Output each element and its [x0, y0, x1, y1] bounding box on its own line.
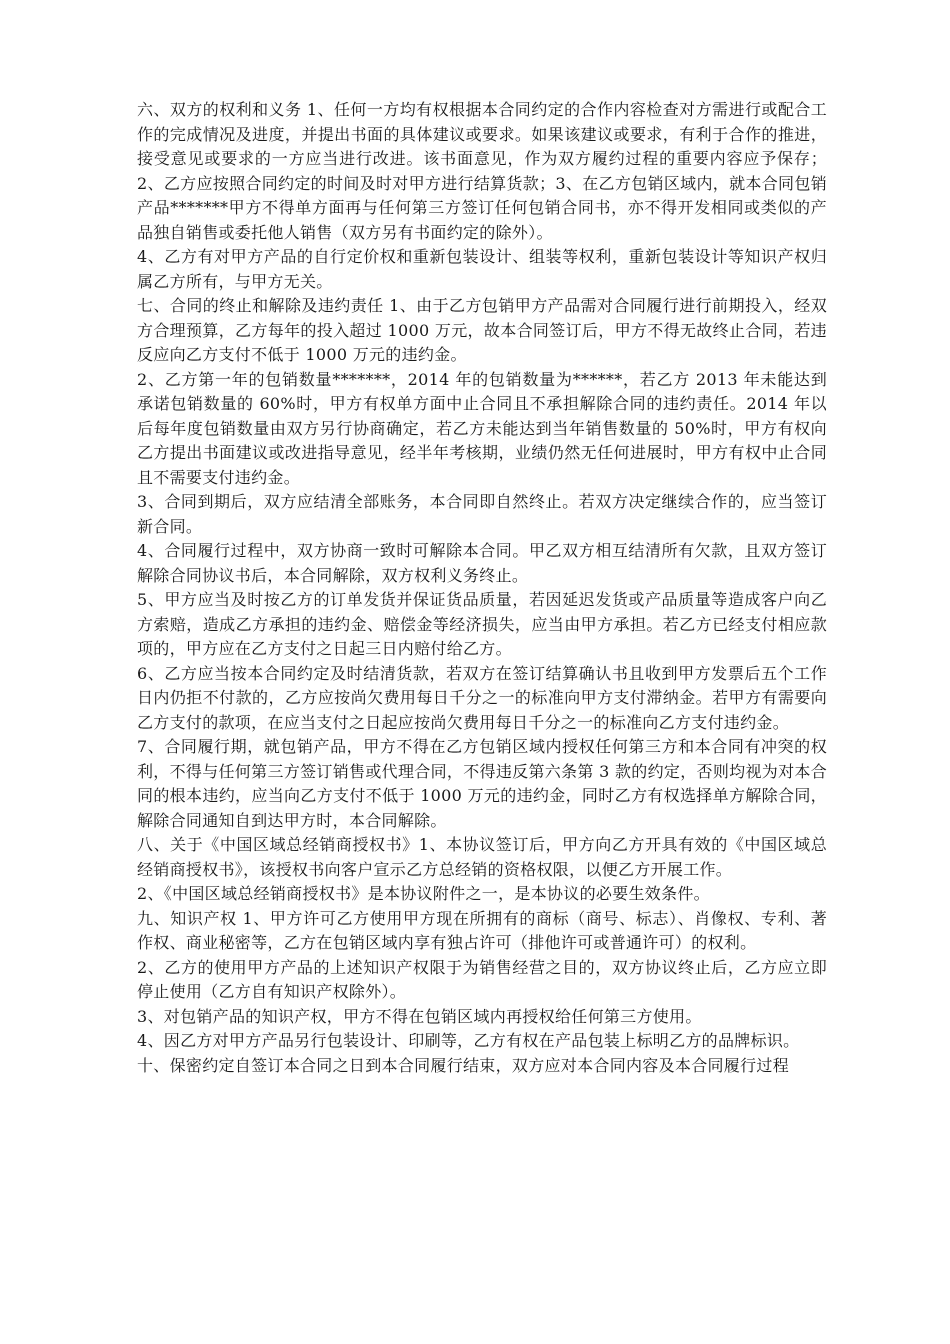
paragraph-article-8-item-2: 2、《中国区域总经销商授权书》是本协议附件之一，是本协议的必要生效条件。	[137, 884, 710, 903]
paragraph-article-9-item-3: 3、对包销产品的知识产权，甲方不得在包销区域内再授权给任何第三方使用。	[137, 1006, 702, 1026]
paragraph-article-9-item-4: 4、因乙方对甲方产品另行包装设计、印刷等，乙方有权在产品包装上标明乙方的品牌标识。	[137, 1031, 800, 1050]
paragraph-article-10: 十、保密约定自签订本合同之日到本合同履行结束，双方应对本合同内容及本合同履行过程	[137, 1055, 790, 1075]
paragraph-article-7-item-4: 4、合同履行过程中，双方协商一致时可解除本合同。甲乙双方相互结清所有欠款，且双方签订解除合同协议书后，本合同解除，双方权利义务终止。	[137, 541, 827, 585]
paragraph-article-6: 六、双方的权利和义务 1、任何一方均有权根据本合同约定的合作内容检查对方需进行或配合工作的完成情况及进度，并提出书面的具体建议或要求。如果该建议或要求，有利于合作的推进，接受意见或要求的一方应当进行改进。该书面意见，作为双方履约过程的重要内容应予保存；2、乙方应按照合同约定的时间及时对甲方进行结算货款；3、在乙方包销区域内，就本合同包销产品*******甲方不得单方面再与任何第三方签订任何包销合同书，亦不得开发相同或类似的产品独自销售或委托他人销售（双方另有书面约定的除外）。	[137, 100, 827, 242]
paragraph-article-8: 八、关于《中国区域总经销商授权书》1、本协议签订后，甲方向乙方开具有效的《中国区域总经销商授权书》，该授权书向客户宣示乙方总经销的资格权限，以便乙方开展工作。	[137, 835, 827, 879]
document-body	[137, 98, 827, 1078]
paragraph-article-7: 七、合同的终止和解除及违约责任 1、由于乙方包销甲方产品需对合同履行进行前期投入，经双方合理预算，乙方每年的投入超过 1000 万元，故本合同签订后，甲方不得无故终止合同，若违反应向乙方支付不低于 1000 万元的违约金。	[137, 296, 827, 364]
paragraph-article-7-item-6: 6、乙方应当按本合同约定及时结清货款，若双方在签订结算确认书且收到甲方发票后五个工作日内仍拒不付款的，乙方应按尚欠费用每日千分之一的标准向甲方支付滞纳金。若甲方有需要向乙方支付的款项，在应当支付之日起应按尚欠费用每日千分之一的标准向乙方支付违约金。	[137, 663, 827, 732]
paragraph-article-9-item-2: 2、乙方的使用甲方产品的上述知识产权限于为销售经营之目的，双方协议终止后，乙方应立即停止使用（乙方自有知识产权除外）。	[137, 957, 827, 1001]
paragraph-article-7-item-5: 5、甲方应当及时按乙方的订单发货并保证货品质量，若因延迟发货或产品质量等造成客户向乙方索赔，造成乙方承担的违约金、赔偿金等经济损失，应当由甲方承担。若乙方已经支付相应款项的，甲方应在乙方支付之日起三日内赔付给乙方。	[137, 590, 827, 658]
paragraph-article-7-item-2: 2、乙方第一年的包销数量*******，2014 年的包销数量为******，若乙方 2013 年未能达到承诺包销数量的 60%时，甲方有权单方面中止合同且不承担解除合同的违约责任。2014 年以后每年度包销数量由双方另行协商确定，若乙方未能达到当年销售数量的 50%时，甲方有权向乙方提出书面建议或改进指导意见，经半年考核期，业绩仍然无任何进展时，甲方有权中止合同且不需要支付违约金。	[137, 369, 827, 487]
paragraph-article-9: 九、知识产权 1、甲方许可乙方使用甲方现在所拥有的商标（商号、标志）、肖像权、专利、著作权、商业秘密等，乙方在包销区域内享有独占许可（排他许可或普通许可）的权利。	[137, 908, 827, 952]
paragraph-article-6-item-4: 4、乙方有对甲方产品的自行定价权和重新包装设计、组装等权利，重新包装设计等知识产权归属乙方所有，与甲方无关。	[137, 247, 827, 291]
paragraph-article-7-item-7: 7、合同履行期，就包销产品，甲方不得在乙方包销区域内授权任何第三方和本合同有冲突的权利，不得与任何第三方签订销售或代理合同，不得违反第六条第 3 款的约定，否则均视为对本合同的根本违约，应当向乙方支付不低于 1000 万元的违约金，同时乙方有权选择单方解除合同，解除合同通知自到达甲方时，本合同解除。	[137, 737, 827, 830]
paragraph-article-7-item-3: 3、合同到期后，双方应结清全部账务，本合同即自然终止。若双方决定继续合作的，应当签订新合同。	[137, 492, 827, 536]
